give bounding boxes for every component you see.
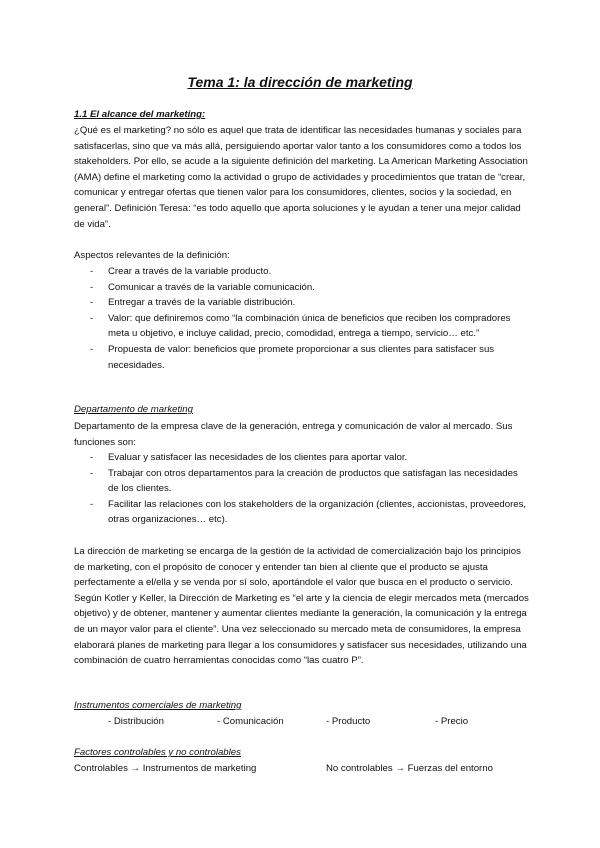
section-heading-instrumentos: Instrumentos comerciales de marketing bbox=[74, 700, 242, 711]
document-title: Tema 1: la dirección de marketing bbox=[187, 74, 413, 90]
list-item: - Evaluar y satisfacer las necesidades de los clientes para aportar valor. bbox=[90, 452, 408, 463]
instrument-comunicacion: - Comunicación bbox=[217, 716, 284, 727]
list-item: - Comunicar a través de la variable comunicación. bbox=[90, 281, 315, 293]
list-item: - Facilitar las relaciones con los stakeholders de la organización (clientes, accionistas, proveedores, otras organizaciones… etc). bbox=[90, 498, 527, 526]
instrument-producto: - Producto bbox=[326, 716, 371, 727]
list-item: - Valor: que definiremos como “la combinación única de beneficios que reciben los compradores meta u objetivo, e incluye calidad, precio, comodidad, entrega a tiempo, servicio… etc.” bbox=[90, 312, 511, 340]
factores-no-controlables: No controlables → Fuerzas del entorno bbox=[326, 763, 493, 774]
paragraph-direccion-marketing: La dirección de marketing se encarga de la gestión de la actividad de comercialización bajo los principios de marketing, con el propósito de conocer y entender tan bien al cliente que el producto se ajusta perfectamente a el/ella y se venda por sí solo, aportándole el valor que busca en el producto o servicio. Según Kotler y Keller, la Dirección de Marketing es “el arte y la ciencia de elegir mercados meta (mercados objetivo) y de obtener, mantener y aumentar clientes mediante la generación, la comunicación y la entrega de un mayor valor para el cliente”. Una vez seleccionado su mercado meta de consumidores, la empresa elaborará planes de marketing para llegar a los consumidores y satisfacer sus necesidades, utilizando una combinación de cuatro herramientas conocidas como “las cuatro P”. bbox=[74, 546, 529, 667]
list-item: - Propuesta de valor: beneficios que promete proporcionar a sus clientes para satisfacer sus necesidades. bbox=[90, 343, 495, 371]
list-item: - Crear a través de la variable producto. bbox=[90, 266, 272, 277]
instrument-distribucion: - Distribución bbox=[108, 716, 164, 727]
factores-controlables: Controlables → Instrumentos de marketing bbox=[74, 763, 257, 774]
aspects-intro: Aspectos relevantes de la definición: bbox=[74, 250, 230, 261]
list-item: - Trabajar con otros departamentos para la creación de productos que satisfagan las necesidades de los clientes. bbox=[90, 467, 518, 495]
section-heading-factores: Factores controlables y no controlables bbox=[74, 747, 241, 758]
list-item: - Entregar a través de la variable distribución. bbox=[90, 297, 296, 309]
functions-list bbox=[74, 450, 529, 528]
paragraph-departamento: Departamento de la empresa clave de la generación, entrega y comunicación de valor al mercado. Sus funciones son: bbox=[74, 421, 513, 448]
instrument-precio: - Precio bbox=[435, 716, 469, 727]
section-heading-departamento: Departamento de marketing bbox=[74, 404, 193, 415]
aspects-list bbox=[74, 264, 529, 373]
section-heading-alcance: 1.1 El alcance del marketing: bbox=[74, 109, 206, 120]
paragraph-definicion-marketing: ¿Qué es el marketing? no sólo es aquel que trata de identificar las necesidades humanas y sociales para satisfacerlas, sino que va más allá, persiguiendo aportar valor tanto a los consumidores como a todos los stakeholders. Por ello, se acude a la siguiente definición del marketing. La American Marketing Association (AMA) define el marketing como la actividad o grupo de actividades y procedimientos que tratan de “crear, comunicar y entregar ofertas que tienen valor para los consumidores, clientes, socios y la sociedad, en general”. Definición Teresa: “es todo aquello que aporta soluciones y le ayudan a tener una mejor calidad de vida”. bbox=[74, 125, 528, 230]
